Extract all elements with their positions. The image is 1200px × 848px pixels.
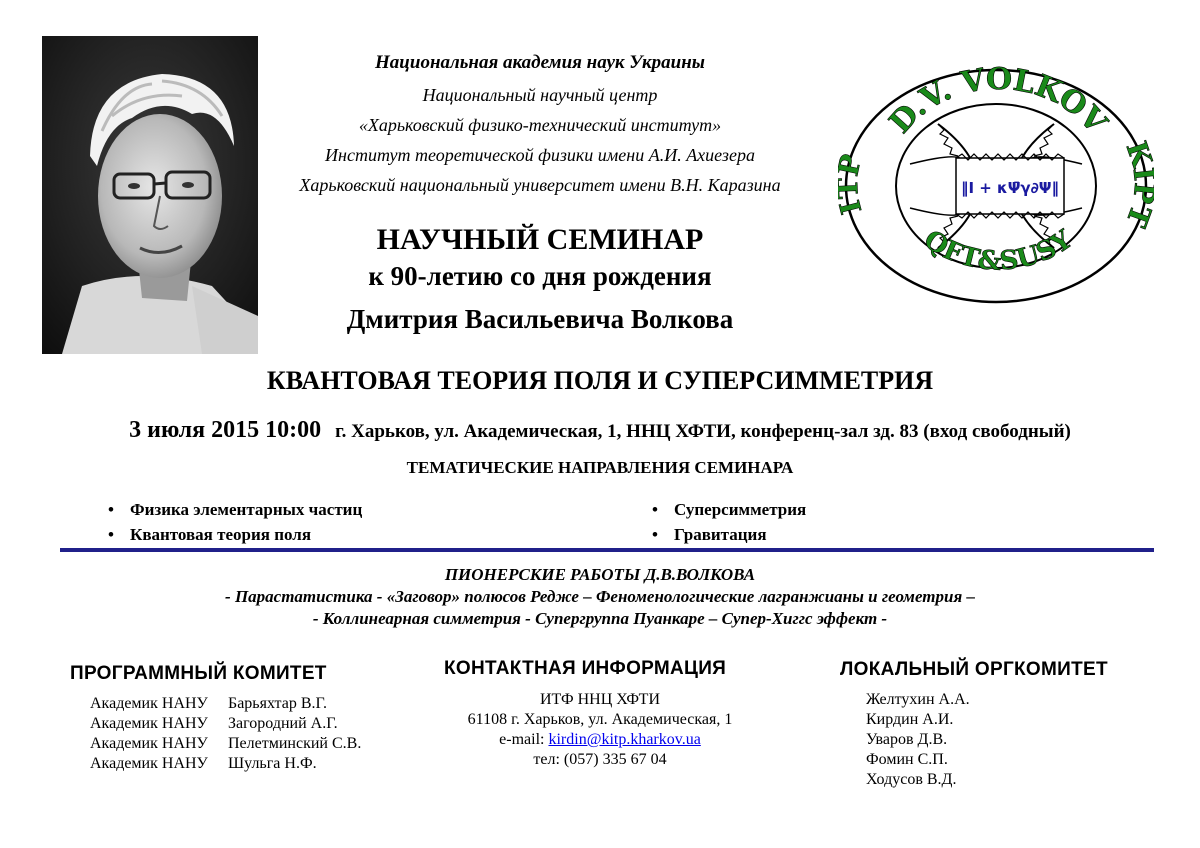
list-item: Академик НАНУ Загородний А.Г. (90, 715, 338, 732)
pioneer-heading: ПИОНЕРСКИЕ РАБОТЫ Д.В.ВОЛКОВА (444, 565, 756, 584)
list-item: Кирдин А.И. (866, 711, 954, 728)
portrait-photo (42, 36, 258, 354)
pioneer-works-block (0, 564, 1200, 630)
themes-list-left (104, 497, 362, 547)
logo-top-text: D.V. VOLKOV (882, 64, 1114, 141)
list-item: • Суперсимметрия (648, 497, 806, 522)
list-item: Ходусов В.Д. (866, 771, 957, 788)
contact-phone: тел: (057) 335 67 04 (533, 751, 667, 768)
center-name: Национальный научный центр (422, 85, 658, 105)
volkov-logo (838, 64, 1154, 314)
contact-heading: КОНТАКТНАЯ ИНФОРМАЦИЯ (444, 658, 727, 679)
local-committee-heading: ЛОКАЛЬНЫЙ ОРГКОМИТЕТ (840, 659, 1108, 680)
email-link[interactable]: kirdin@kitp.kharkov.ua (548, 731, 701, 748)
list-item: Желтухин А.А. (866, 691, 970, 708)
list-item: Уваров Д.В. (866, 731, 948, 748)
institute-name: «Харьковский физико-технический институт» (358, 115, 722, 135)
logo-formula: ‖I + κΨ̄γ∂Ψ‖ (960, 179, 1060, 197)
list-item: Академик НАНУ Барьяхтар В.Г. (90, 695, 327, 712)
event-place: г. Харьков, ул. Академическая, 1, ННЦ ХФТИ, конференц-зал зд. 83 (вход свободный) (335, 421, 1071, 442)
logo-right-text: T (1119, 200, 1154, 232)
local-committee-list (866, 690, 970, 790)
university-name: Харьковский национальный университет имени В.Н. Каразина (299, 175, 781, 195)
seminar-subtitle: к 90-летию со дня рождения (368, 261, 712, 291)
list-item: Фомин С.П. (866, 751, 948, 768)
program-committee-heading: ПРОГРАММНЫЙ КОМИТЕТ (70, 663, 327, 684)
contact-address: 61108 г. Харьков, ул. Академическая, 1 (467, 711, 733, 728)
email-label: e-mail: (499, 731, 545, 748)
logo-bottom-text: QFT&SUSY (918, 224, 1078, 277)
seminar-person: Дмитрия Васильевича Волкова (346, 304, 734, 334)
list-item: • Физика элементарных частиц (104, 497, 362, 522)
event-date: 3 июля 2015 10:00 (129, 417, 322, 443)
institutions-block (270, 52, 810, 200)
themes-list-right (648, 497, 806, 547)
list-item: Академик НАНУ Пелетминский С.В. (90, 735, 362, 752)
academy-name: Национальная академия наук Украины (375, 52, 705, 73)
seminar-title: НАУЧНЫЙ СЕМИНАР (376, 223, 704, 256)
list-item: Академик НАНУ Шульга Н.Ф. (90, 755, 317, 772)
logo-left-text (838, 151, 868, 217)
main-title: КВАНТОВАЯ ТЕОРИЯ ПОЛЯ И СУПЕРСИММЕТРИЯ (266, 366, 934, 395)
list-item: • Квантовая теория поля (104, 522, 362, 547)
event-line (0, 417, 1200, 444)
pioneer-line-1: - Парастатистика - «Заговор» полюсов Редже – Феноменологические лагранжианы и геометрия – (225, 587, 975, 606)
theory-institute-name: Институт теоретической физики имени А.И. Ахиезера (325, 145, 755, 165)
list-item: • Гравитация (648, 522, 806, 547)
themes-heading: ТЕМАТИЧЕСКИЕ НАПРАВЛЕНИЯ СЕМИНАРА (406, 458, 794, 477)
divider (60, 548, 1154, 552)
contact-email-row (440, 730, 760, 750)
pioneer-line-2: - Коллинеарная симметрия - Супергруппа Пуанкаре – Супер-Хиггс эффект - (312, 609, 888, 628)
seminar-title-block (270, 222, 810, 338)
program-committee-list (90, 694, 361, 774)
contact-org: ИТФ ННЦ ХФТИ (540, 691, 660, 708)
contact-info (440, 690, 760, 770)
